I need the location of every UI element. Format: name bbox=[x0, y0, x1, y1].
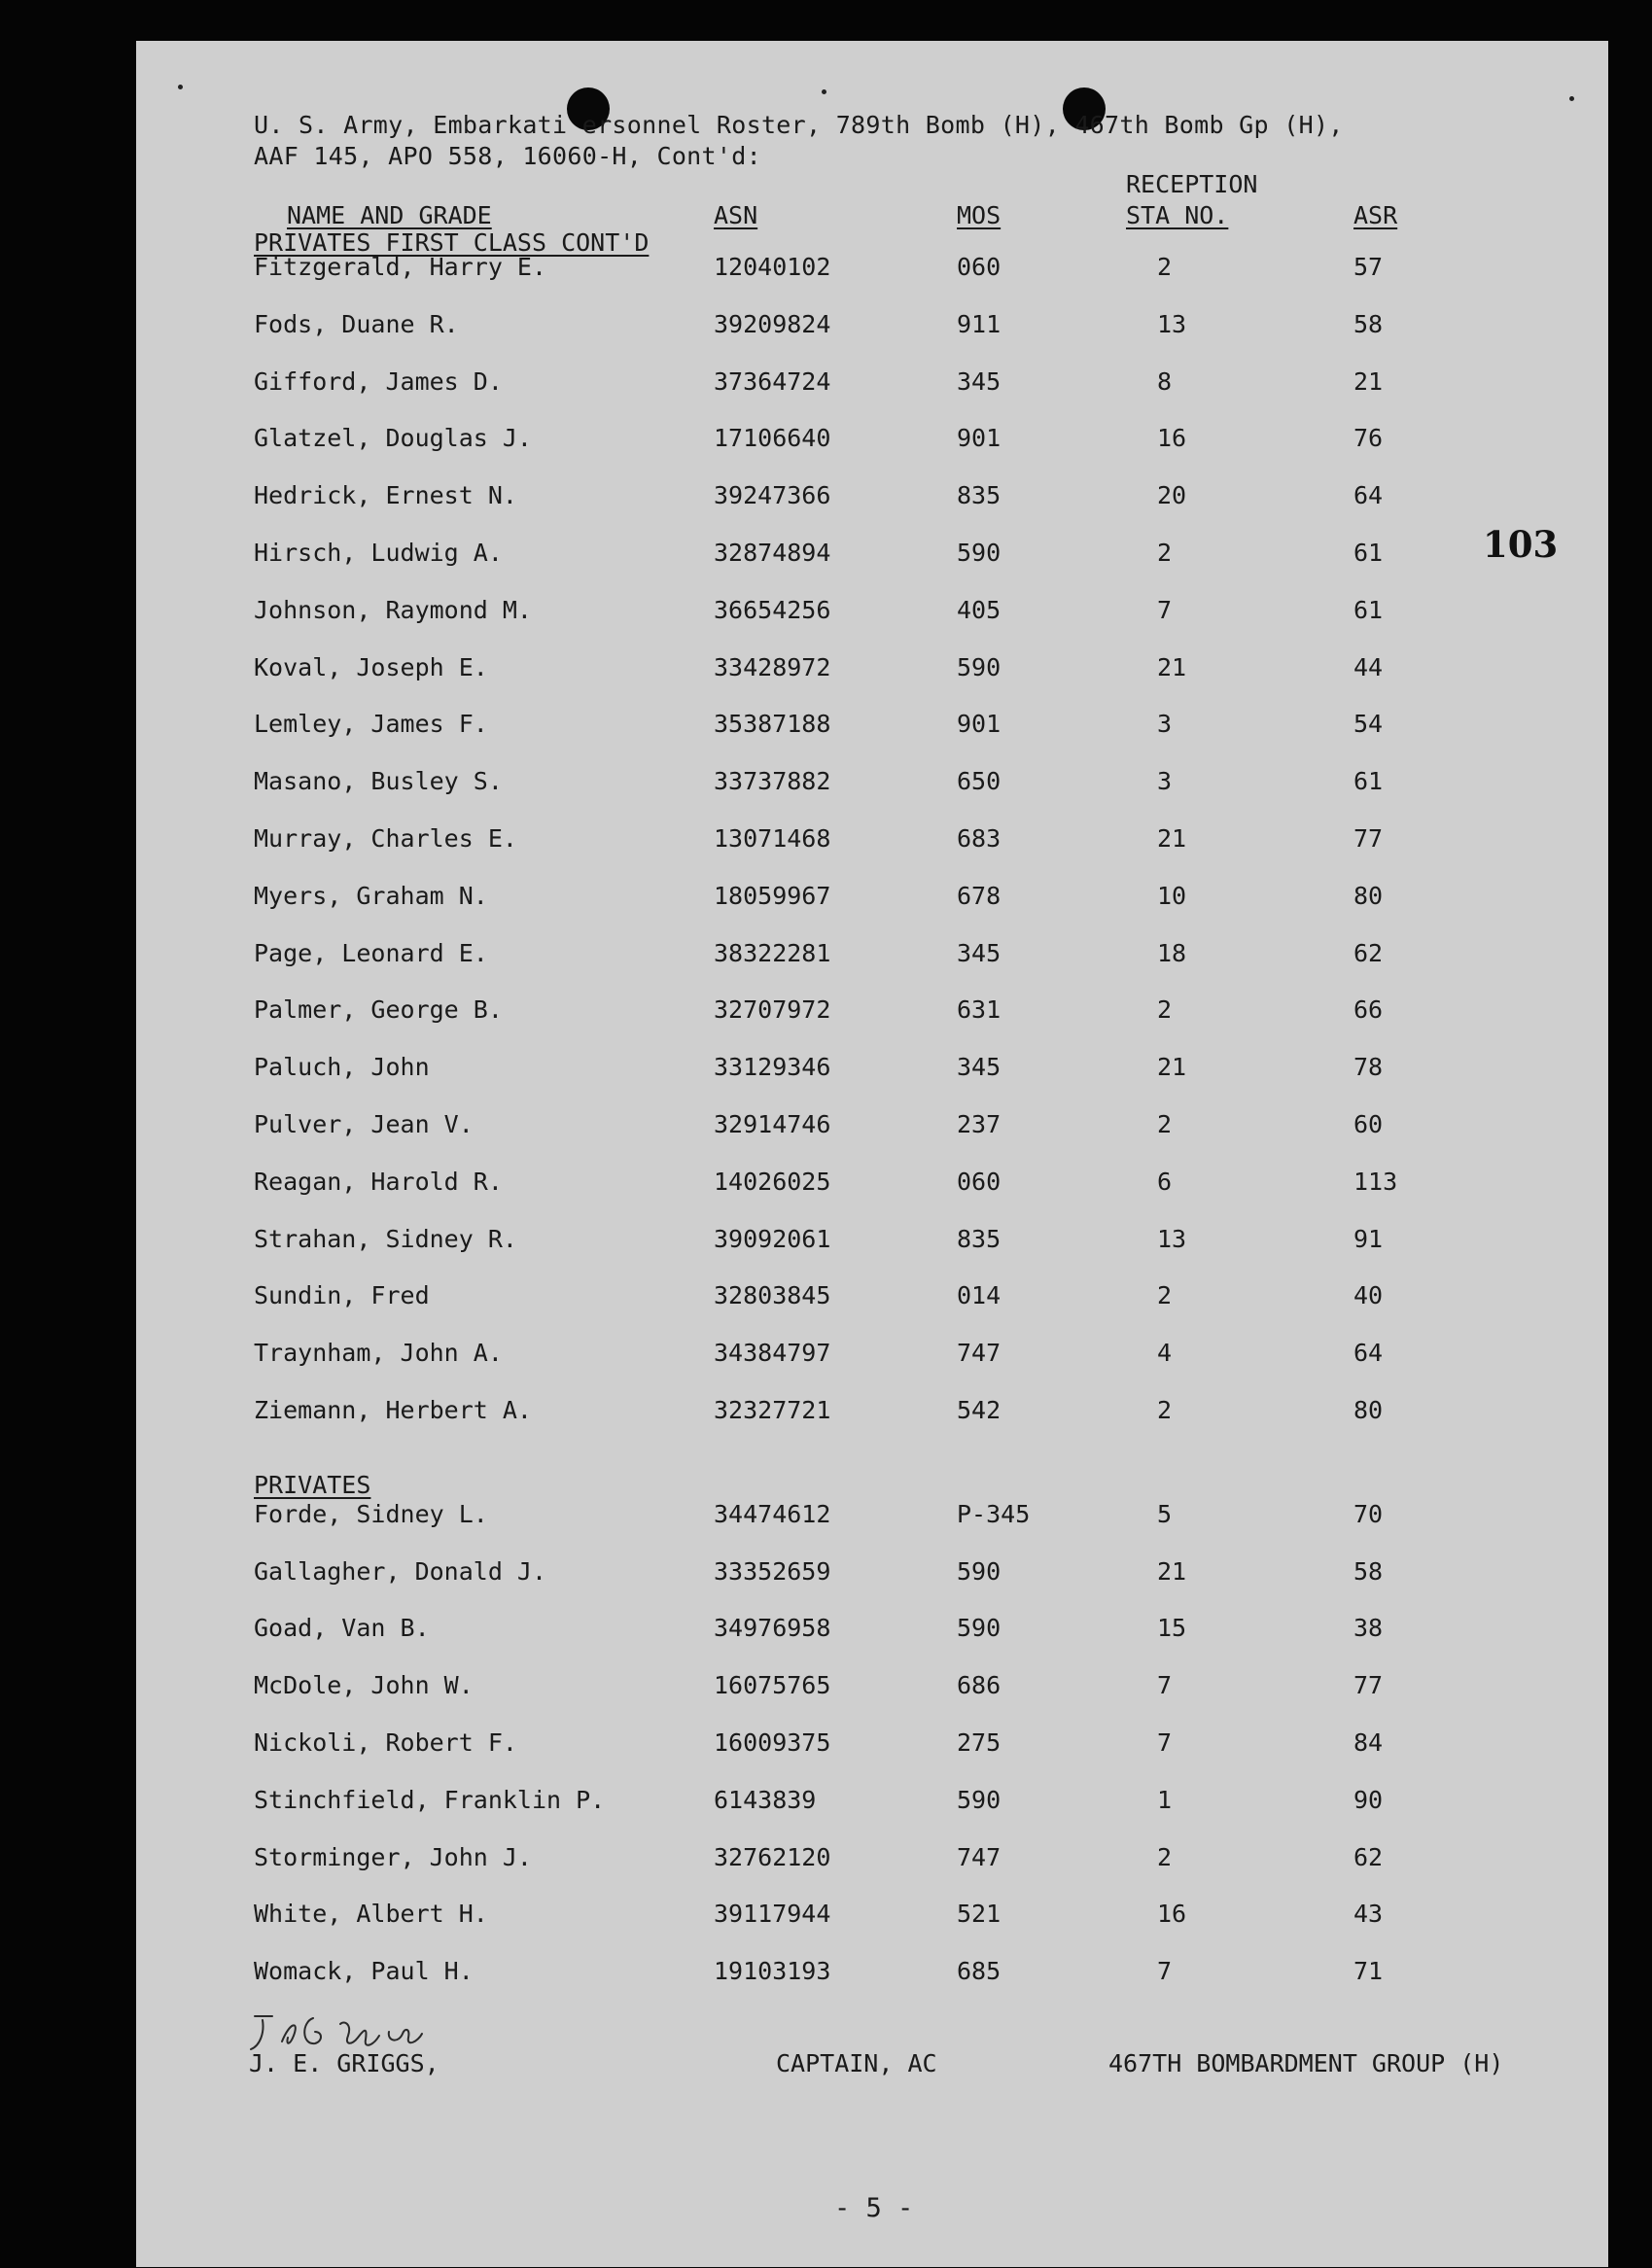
cell-asn: 33129346 bbox=[714, 1053, 831, 1082]
table-row bbox=[136, 1957, 1608, 1996]
cell-asr: 76 bbox=[1353, 424, 1384, 453]
cell-asr: 60 bbox=[1353, 1110, 1384, 1138]
cell-name: Stinchfield, Franklin P. bbox=[254, 1785, 606, 1814]
cell-sta-no: 2 bbox=[1157, 1842, 1173, 1871]
cell-asr: 77 bbox=[1353, 1671, 1384, 1700]
cell-mos: 542 bbox=[957, 1396, 1002, 1424]
cell-sta-no: 7 bbox=[1157, 1671, 1173, 1700]
cell-asr: 54 bbox=[1353, 710, 1384, 739]
table-row bbox=[136, 253, 1608, 292]
cell-sta-no: 5 bbox=[1157, 1499, 1173, 1528]
cell-mos: 901 bbox=[957, 424, 1002, 453]
cell-sta-no: 2 bbox=[1157, 1396, 1173, 1424]
cell-name: Forde, Sidney L. bbox=[254, 1499, 488, 1528]
column-header-reception: RECEPTION bbox=[1126, 170, 1258, 198]
cell-name: Sundin, Fred bbox=[254, 1281, 430, 1310]
cell-asr: 78 bbox=[1353, 1053, 1384, 1082]
table-row bbox=[136, 1786, 1608, 1825]
cell-mos: 686 bbox=[957, 1671, 1002, 1700]
cell-mos: 650 bbox=[957, 767, 1002, 796]
table-row bbox=[136, 1500, 1608, 1539]
cell-asr: 84 bbox=[1353, 1728, 1384, 1757]
cell-mos: 590 bbox=[957, 539, 1002, 567]
cell-mos: 405 bbox=[957, 595, 1002, 624]
header-line-2: AAF 145, APO 558, 16060-H, Cont'd: bbox=[254, 142, 761, 170]
table-row bbox=[136, 1614, 1608, 1653]
table-row bbox=[136, 596, 1608, 635]
table-row bbox=[136, 1671, 1608, 1710]
table-row bbox=[136, 1168, 1608, 1206]
speck bbox=[1569, 96, 1574, 101]
cell-mos: 590 bbox=[957, 1556, 1002, 1586]
table-row bbox=[136, 310, 1608, 349]
cell-asn: 37364724 bbox=[714, 366, 831, 396]
cell-sta-no: 21 bbox=[1157, 1556, 1187, 1586]
cell-asr: 21 bbox=[1353, 366, 1384, 396]
cell-mos: 060 bbox=[957, 253, 1002, 281]
table-row bbox=[136, 767, 1608, 806]
cell-sta-no: 13 bbox=[1157, 309, 1187, 338]
cell-sta-no: 13 bbox=[1157, 1224, 1187, 1253]
cell-asr: 64 bbox=[1353, 1339, 1384, 1368]
cell-asr: 66 bbox=[1353, 995, 1384, 1025]
speck bbox=[178, 85, 183, 89]
cell-sta-no: 2 bbox=[1157, 1110, 1173, 1138]
cell-mos: 631 bbox=[957, 995, 1002, 1025]
cell-mos: 590 bbox=[957, 652, 1002, 681]
table-row bbox=[136, 824, 1608, 863]
column-header-mos: MOS bbox=[957, 201, 1002, 229]
cell-sta-no: 2 bbox=[1157, 253, 1173, 281]
cell-sta-no: 10 bbox=[1157, 881, 1187, 910]
cell-name: Womack, Paul H. bbox=[254, 1957, 474, 1986]
cell-asn: 39247366 bbox=[714, 481, 831, 510]
cell-name: Paluch, John bbox=[254, 1053, 430, 1082]
cell-name: Palmer, George B. bbox=[254, 995, 503, 1025]
cell-sta-no: 7 bbox=[1157, 1728, 1173, 1757]
table-row bbox=[136, 1396, 1608, 1435]
table-row bbox=[136, 1557, 1608, 1596]
cell-name: Ziemann, Herbert A. bbox=[254, 1396, 532, 1424]
cell-asn: 32762120 bbox=[714, 1842, 831, 1871]
cell-name: McDole, John W. bbox=[254, 1671, 474, 1700]
cell-mos: 901 bbox=[957, 710, 1002, 739]
cell-sta-no: 4 bbox=[1157, 1339, 1173, 1368]
cell-mos: 521 bbox=[957, 1900, 1002, 1929]
cell-asr: 80 bbox=[1353, 881, 1384, 910]
cell-asn: 19103193 bbox=[714, 1957, 831, 1986]
cell-name: Gifford, James D. bbox=[254, 366, 503, 396]
cell-sta-no: 2 bbox=[1157, 539, 1173, 567]
cell-mos: 275 bbox=[957, 1728, 1002, 1757]
column-header-asr: ASR bbox=[1353, 201, 1398, 229]
cell-name: Page, Leonard E. bbox=[254, 938, 488, 967]
cell-asn: 18059967 bbox=[714, 881, 831, 910]
cell-name: Murray, Charles E. bbox=[254, 824, 517, 853]
cell-asn: 39209824 bbox=[714, 309, 831, 338]
cell-asn: 6143839 bbox=[714, 1785, 817, 1814]
cell-asn: 38322281 bbox=[714, 938, 831, 967]
table-row bbox=[136, 1053, 1608, 1092]
table-row bbox=[136, 424, 1608, 463]
cell-mos: 345 bbox=[957, 366, 1002, 396]
cell-mos: 590 bbox=[957, 1785, 1002, 1814]
cell-mos: 014 bbox=[957, 1281, 1002, 1310]
cell-asr: 62 bbox=[1353, 938, 1384, 967]
cell-sta-no: 3 bbox=[1157, 767, 1173, 796]
table-row bbox=[136, 1900, 1608, 1938]
cell-asr: 43 bbox=[1353, 1900, 1384, 1929]
cell-asn: 14026025 bbox=[714, 1167, 831, 1196]
cell-sta-no: 6 bbox=[1157, 1167, 1173, 1196]
cell-asn: 33737882 bbox=[714, 767, 831, 796]
cell-mos: 590 bbox=[957, 1614, 1002, 1643]
cell-sta-no: 21 bbox=[1157, 824, 1187, 853]
cell-name: Goad, Van B. bbox=[254, 1614, 430, 1643]
table-row bbox=[136, 653, 1608, 692]
cell-mos: 747 bbox=[957, 1339, 1002, 1368]
cell-name: White, Albert H. bbox=[254, 1900, 488, 1929]
cell-sta-no: 20 bbox=[1157, 481, 1187, 510]
cell-name: Hedrick, Ernest N. bbox=[254, 481, 517, 510]
cell-sta-no: 16 bbox=[1157, 1900, 1187, 1929]
table-row bbox=[136, 995, 1608, 1034]
cell-asr: 71 bbox=[1353, 1957, 1384, 1986]
cell-asr: 91 bbox=[1353, 1224, 1384, 1253]
column-header-sta-no: STA NO. bbox=[1126, 201, 1229, 229]
cell-asr: 61 bbox=[1353, 767, 1384, 796]
cell-mos: 237 bbox=[957, 1110, 1002, 1138]
cell-asr: 80 bbox=[1353, 1396, 1384, 1424]
cell-mos: 683 bbox=[957, 824, 1002, 853]
cell-mos: 835 bbox=[957, 481, 1002, 510]
cell-asr: 61 bbox=[1353, 595, 1384, 624]
cell-mos: 911 bbox=[957, 309, 1002, 338]
cell-sta-no: 21 bbox=[1157, 1053, 1187, 1082]
cell-asn: 32914746 bbox=[714, 1110, 831, 1138]
table-row bbox=[136, 367, 1608, 406]
cell-asr: 90 bbox=[1353, 1785, 1384, 1814]
cell-asr: 62 bbox=[1353, 1842, 1384, 1871]
cell-name: Gallagher, Donald J. bbox=[254, 1556, 547, 1586]
cell-name: Hirsch, Ludwig A. bbox=[254, 539, 503, 567]
cell-name: Reagan, Harold R. bbox=[254, 1167, 503, 1196]
cell-name: Traynham, John A. bbox=[254, 1339, 503, 1368]
cell-asn: 35387188 bbox=[714, 710, 831, 739]
table-row bbox=[136, 539, 1608, 577]
footer-rank: CAPTAIN, AC bbox=[776, 2049, 937, 2077]
cell-asn: 32327721 bbox=[714, 1396, 831, 1424]
cell-name: Fods, Duane R. bbox=[254, 309, 459, 338]
footer-signer: J. E. GRIGGS, bbox=[249, 2049, 439, 2077]
table-row bbox=[136, 1281, 1608, 1320]
document-page bbox=[136, 41, 1608, 2267]
cell-name: Storminger, John J. bbox=[254, 1842, 532, 1871]
column-header-name: NAME AND GRADE bbox=[287, 201, 492, 229]
cell-sta-no: 7 bbox=[1157, 1957, 1173, 1986]
cell-sta-no: 18 bbox=[1157, 938, 1187, 967]
page-stamp-number: 103 bbox=[1483, 523, 1559, 566]
cell-name: Lemley, James F. bbox=[254, 710, 488, 739]
cell-asr: 70 bbox=[1353, 1499, 1384, 1528]
cell-name: Glatzel, Douglas J. bbox=[254, 424, 532, 453]
table-row bbox=[136, 1225, 1608, 1264]
cell-sta-no: 8 bbox=[1157, 366, 1173, 396]
cell-mos: 747 bbox=[957, 1842, 1002, 1871]
cell-asn: 16009375 bbox=[714, 1728, 831, 1757]
cell-asr: 61 bbox=[1353, 539, 1384, 567]
table-row bbox=[136, 1339, 1608, 1378]
cell-mos: 685 bbox=[957, 1957, 1002, 1986]
cell-asr: 113 bbox=[1353, 1167, 1398, 1196]
cell-asn: 16075765 bbox=[714, 1671, 831, 1700]
cell-asn: 33428972 bbox=[714, 652, 831, 681]
cell-asn: 17106640 bbox=[714, 424, 831, 453]
table-row bbox=[136, 1843, 1608, 1882]
cell-asn: 34976958 bbox=[714, 1614, 831, 1643]
cell-sta-no: 1 bbox=[1157, 1785, 1173, 1814]
cell-asn: 13071468 bbox=[714, 824, 831, 853]
table-row bbox=[136, 481, 1608, 520]
section-title: PRIVATES bbox=[254, 1470, 371, 1499]
cell-sta-no: 2 bbox=[1157, 995, 1173, 1025]
cell-name: Masano, Busley S. bbox=[254, 767, 503, 796]
footer-unit: 467TH BOMBARDMENT GROUP (H) bbox=[1108, 2049, 1504, 2077]
section-title: PRIVATES FIRST CLASS CONT'D bbox=[254, 228, 650, 257]
table-row bbox=[136, 1110, 1608, 1149]
cell-asn: 39117944 bbox=[714, 1900, 831, 1929]
cell-name: Strahan, Sidney R. bbox=[254, 1224, 517, 1253]
header-line-1: U. S. Army, Embarkati ersonnel Roster, 789th Bomb (H), 467th Bomb Gp (H), bbox=[254, 111, 1344, 139]
cell-asn: 36654256 bbox=[714, 595, 831, 624]
cell-mos: 678 bbox=[957, 881, 1002, 910]
cell-name: Pulver, Jean V. bbox=[254, 1110, 474, 1138]
cell-asr: 44 bbox=[1353, 652, 1384, 681]
table-row bbox=[136, 939, 1608, 978]
cell-asn: 39092061 bbox=[714, 1224, 831, 1253]
cell-asn: 32874894 bbox=[714, 539, 831, 567]
cell-name: Nickoli, Robert F. bbox=[254, 1728, 517, 1757]
cell-sta-no: 7 bbox=[1157, 595, 1173, 624]
cell-sta-no: 15 bbox=[1157, 1614, 1187, 1643]
cell-asr: 38 bbox=[1353, 1614, 1384, 1643]
cell-mos: P-345 bbox=[957, 1499, 1031, 1528]
cell-sta-no: 3 bbox=[1157, 710, 1173, 739]
cell-asn: 34384797 bbox=[714, 1339, 831, 1368]
cell-asn: 32803845 bbox=[714, 1281, 831, 1310]
cell-mos: 835 bbox=[957, 1224, 1002, 1253]
cell-sta-no: 21 bbox=[1157, 652, 1187, 681]
cell-mos: 345 bbox=[957, 938, 1002, 967]
cell-name: Johnson, Raymond M. bbox=[254, 595, 532, 624]
cell-asr: 58 bbox=[1353, 309, 1384, 338]
table-row bbox=[136, 710, 1608, 749]
cell-asr: 64 bbox=[1353, 481, 1384, 510]
cell-sta-no: 16 bbox=[1157, 424, 1187, 453]
cell-asn: 33352659 bbox=[714, 1556, 831, 1586]
cell-asn: 34474612 bbox=[714, 1499, 831, 1528]
cell-asn: 12040102 bbox=[714, 253, 831, 281]
cell-asr: 57 bbox=[1353, 253, 1384, 281]
speck bbox=[822, 89, 826, 94]
cell-sta-no: 2 bbox=[1157, 1281, 1173, 1310]
table-row bbox=[136, 882, 1608, 921]
cell-mos: 345 bbox=[957, 1053, 1002, 1082]
page-number: - 5 - bbox=[834, 2193, 914, 2223]
cell-asr: 58 bbox=[1353, 1556, 1384, 1586]
cell-asr: 77 bbox=[1353, 824, 1384, 853]
cell-name: Fitzgerald, Harry E. bbox=[254, 253, 547, 281]
cell-name: Myers, Graham N. bbox=[254, 881, 488, 910]
cell-mos: 060 bbox=[957, 1167, 1002, 1196]
cell-name: Koval, Joseph E. bbox=[254, 652, 488, 681]
cell-asr: 40 bbox=[1353, 1281, 1384, 1310]
cell-asn: 32707972 bbox=[714, 995, 831, 1025]
table-row bbox=[136, 1728, 1608, 1767]
column-header-asn: ASN bbox=[714, 201, 758, 229]
